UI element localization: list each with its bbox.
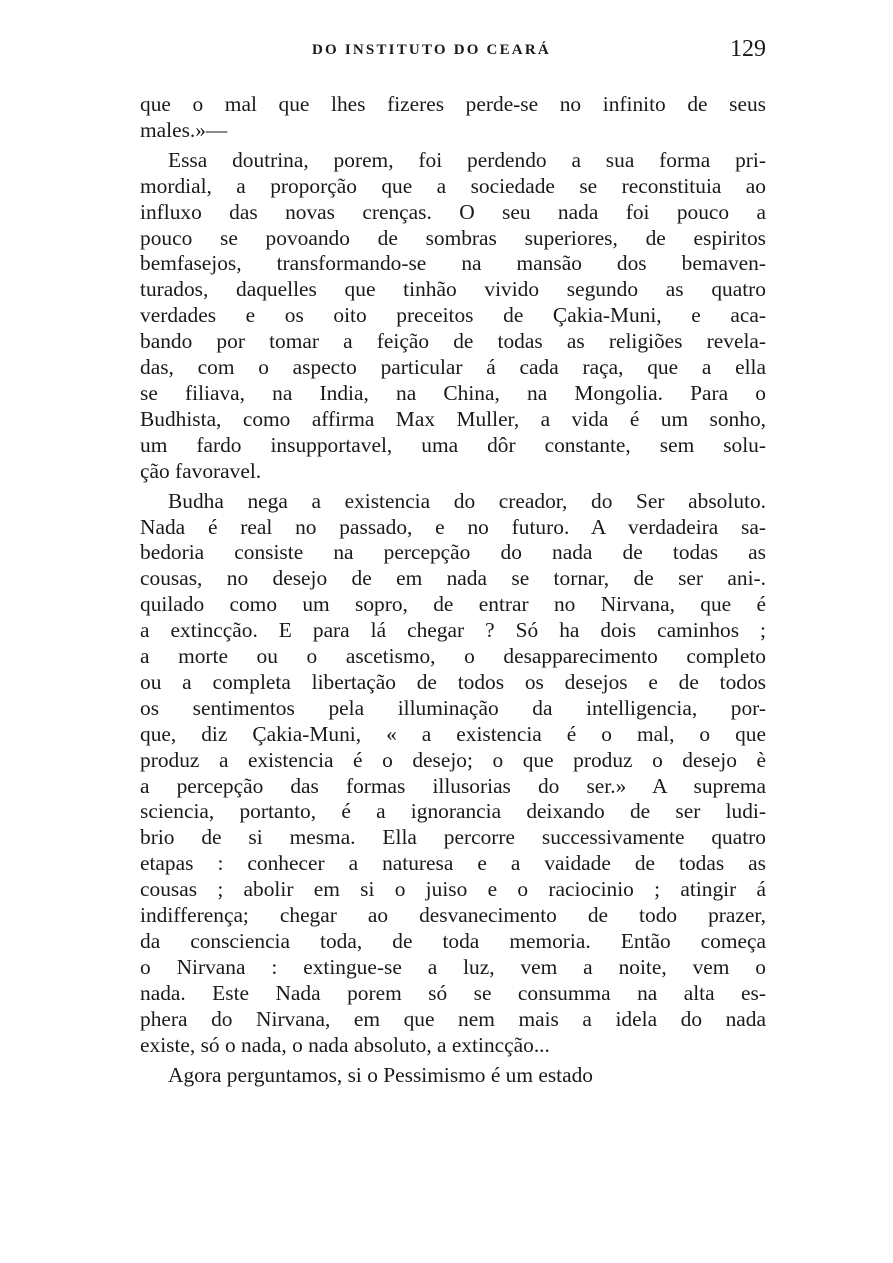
text-line: bedoria consiste na percepção do nada de todas as [140, 540, 766, 565]
text-line: Budha nega a existencia do creador, do Ser absoluto. [168, 488, 766, 513]
paragraph [140, 1063, 766, 1089]
text-line: quilado como um sopro, de entrar no Nirvana, que é [140, 592, 766, 617]
text-line: o Nirvana : extingue-se a luz, vem a noite, vem o [140, 954, 766, 979]
text-line: Nada é real no passado, e no futuro. A verdadeira sa- [140, 514, 766, 539]
text-line: etapas : conhecer a naturesa e a vaidade de todas as [140, 851, 766, 876]
text-line: a morte ou o ascetismo, o desapparecimento completo [140, 644, 766, 669]
text-line: brio de si mesma. Ella percorre successivamente quatro [140, 825, 766, 850]
text-line: sciencia, portanto, é a ignorancia deixando de ser ludi- [140, 799, 766, 824]
paragraph [140, 92, 766, 144]
page-number: 129 [730, 36, 766, 62]
text-line: verdades e os oito preceitos de Çakia-Muni, e aca- [140, 303, 766, 328]
text-line: mordial, a proporção que a sociedade se reconstituia ao [140, 173, 766, 198]
text-line: indifferença; chegar ao desvanecimento de todo prazer, [140, 903, 766, 928]
text-line: da consciencia toda, de toda memoria. Então começa [140, 929, 766, 953]
text-line: cousas ; abolir em si o juiso e o raciocinio ; atingir á [140, 877, 766, 902]
text-line: das, com o aspecto particular á cada raça, que a ella [140, 355, 766, 380]
text-line: que, diz Çakia-Muni, « a existencia é o mal, o que [140, 721, 766, 746]
text-line: os sentimentos pela illuminação da intelligencia, por- [140, 695, 766, 720]
paragraph [140, 489, 766, 1059]
page-header [140, 36, 766, 70]
text-line: cousas, no desejo de em nada se tornar, de ser ani-. [140, 566, 766, 591]
text-line: Agora perguntamos, si o Pessimismo é um estado [168, 1062, 594, 1087]
text-line: se filiava, na India, na China, na Mongolia. Para o [140, 380, 766, 405]
body-text [140, 92, 766, 1088]
text-line: turados, daquelles que tinhão vivido segundo as quatro [140, 277, 766, 302]
text-line: existe, só o nada, o nada absoluto, a extincção... [140, 1032, 550, 1057]
text-line: Budhista, como affirma Max Muller, a vida é um sonho, [140, 406, 766, 431]
book-page [140, 36, 766, 1092]
running-title: DO INSTITUTO DO CEARÁ [312, 42, 551, 58]
text-line: males.»— [140, 117, 228, 142]
text-line: ou a completa libertação de todos os desejos e de todos [140, 669, 766, 694]
text-line: que o mal que lhes fizeres perde-se no infinito de seus [140, 92, 766, 116]
text-line: pouco se povoando de sombras superiores, de espiritos [140, 225, 766, 250]
text-line: bando por tomar a feição de todas as religiões revela- [140, 329, 766, 354]
text-line: a percepção das formas illusorias do ser.» A suprema [140, 773, 766, 798]
text-line: produz a existencia é o desejo; o que produz o desejo è [140, 747, 766, 772]
text-line: ção favoravel. [140, 458, 262, 483]
text-line: bemfasejos, transformando-se na mansão dos bemaven- [140, 251, 766, 276]
text-line: um fardo insupportavel, uma dôr constante, sem solu- [140, 432, 766, 457]
paragraph [140, 148, 766, 485]
text-line: nada. Este Nada porem só se consumma na alta es- [140, 980, 766, 1005]
text-line: influxo das novas crenças. O seu nada foi pouco a [140, 199, 766, 224]
text-line: a extincção. E para lá chegar ? Só ha dois caminhos ; [140, 618, 766, 643]
text-line: phera do Nirvana, em que nem mais a idela do nada [140, 1006, 766, 1031]
text-line: Essa doutrina, porem, foi perdendo a sua forma pri- [168, 147, 766, 172]
